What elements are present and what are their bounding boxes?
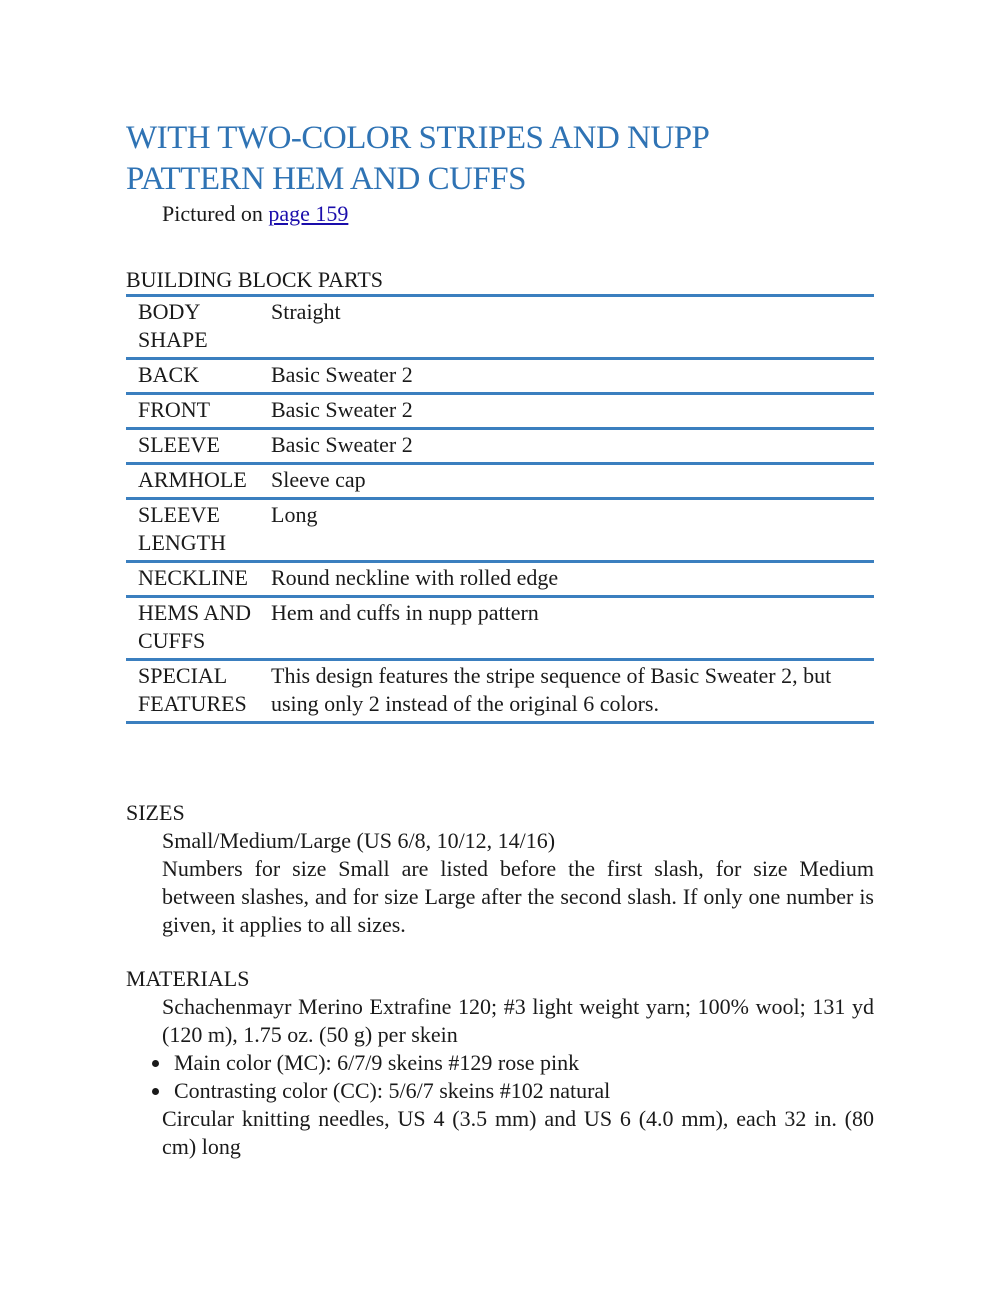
part-label: SLEEVE	[138, 432, 220, 457]
part-label: SPECIAL FEATURES	[138, 663, 247, 716]
part-label: BACK	[138, 362, 200, 387]
list-item	[152, 1077, 874, 1105]
part-value: Round neckline with rolled edge	[271, 565, 559, 590]
pictured-prefix: Pictured on	[162, 201, 269, 226]
part-label: ARMHOLE	[138, 467, 247, 492]
table-row	[126, 359, 874, 394]
materials-yarn: Schachenmayr Merino Extrafine 120; #3 light weight yarn; 100% wool; 131 yd (120 m), 1.75 oz. (50 g) per skein	[162, 994, 874, 1047]
title-line-2: PATTERN HEM AND CUFFS	[126, 161, 526, 197]
list-item-text: Main color (MC): 6/7/9 skeins #129 rose pink	[174, 1050, 580, 1075]
part-label: SLEEVE LENGTH	[138, 502, 226, 555]
table-row	[126, 394, 874, 429]
document-page	[126, 118, 874, 1161]
part-value: Straight	[271, 299, 341, 324]
sizes-explanation: Numbers for size Small are listed before the first slash, for size Medium between slashes, and for size Large after the second slash. If only one number is given, it applies to all sizes.	[162, 856, 874, 937]
table-row	[126, 499, 874, 562]
page-link[interactable]: page 159	[268, 201, 349, 226]
building-blocks-heading: BUILDING BLOCK PARTS	[126, 267, 384, 292]
part-value: This design features the stripe sequence of Basic Sweater 2, but using only 2 instead of the original 6 colors.	[271, 663, 832, 716]
part-value: Hem and cuffs in nupp pattern	[271, 600, 539, 625]
sizes-line: Small/Medium/Large (US 6/8, 10/12, 14/16)	[162, 828, 556, 853]
part-value: Long	[271, 502, 318, 527]
bullet-icon	[152, 1088, 159, 1095]
page-title	[126, 118, 874, 200]
part-label: HEMS AND CUFFS	[138, 600, 252, 653]
part-label: BODY SHAPE	[138, 299, 208, 352]
table-row	[126, 464, 874, 499]
part-value: Sleeve cap	[271, 467, 366, 492]
part-value: Basic Sweater 2	[271, 432, 413, 457]
sizes-heading: SIZES	[126, 800, 185, 825]
part-label: FRONT	[138, 397, 211, 422]
part-value: Basic Sweater 2	[271, 397, 413, 422]
table-row	[126, 429, 874, 464]
part-label: NECKLINE	[138, 565, 248, 590]
part-value: Basic Sweater 2	[271, 362, 413, 387]
table-row	[126, 660, 874, 723]
bullet-icon	[152, 1060, 159, 1067]
pictured-note	[162, 200, 874, 228]
materials-needles: Circular knitting needles, US 4 (3.5 mm) and US 6 (4.0 mm), each 32 in. (80 cm) long	[162, 1106, 874, 1159]
table-row	[126, 296, 874, 359]
materials-heading: MATERIALS	[126, 966, 250, 991]
materials-list	[126, 1049, 874, 1105]
table-row	[126, 597, 874, 660]
list-item-text: Contrasting color (CC): 5/6/7 skeins #102 natural	[174, 1078, 611, 1103]
building-blocks-table	[126, 294, 874, 724]
list-item	[152, 1049, 874, 1077]
title-line-1: WITH TWO-COLOR STRIPES AND NUPP	[126, 120, 710, 156]
table-row	[126, 562, 874, 597]
